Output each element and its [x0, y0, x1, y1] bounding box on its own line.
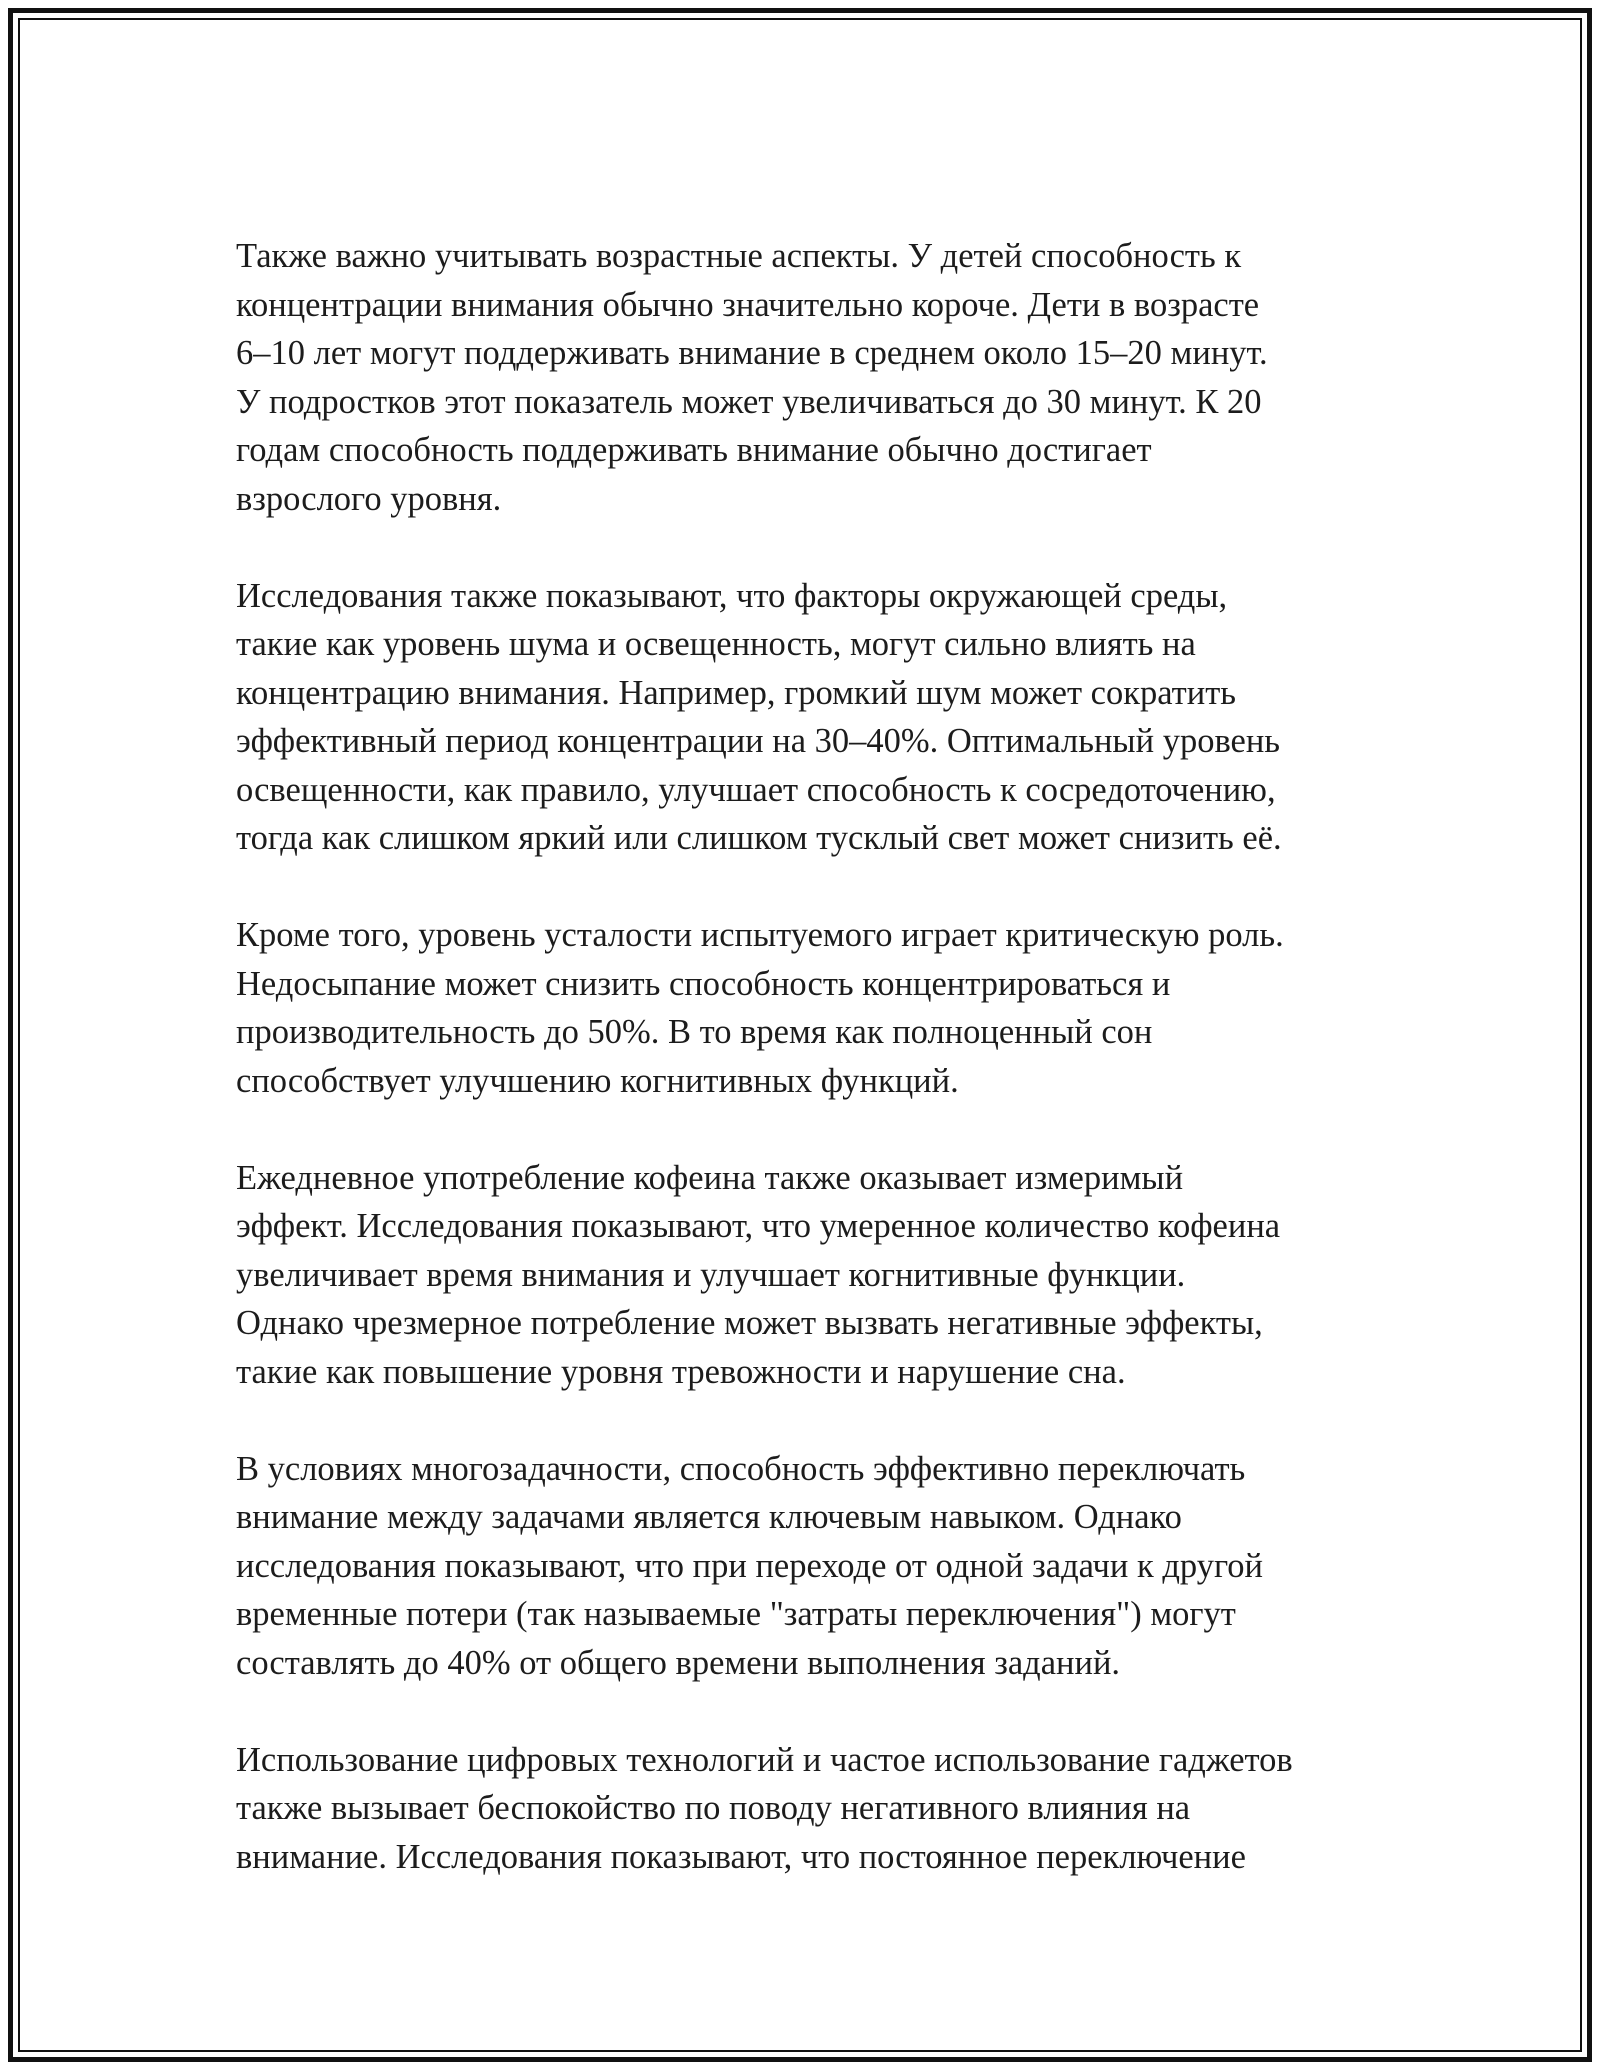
text-line: взрослого уровня.: [236, 479, 502, 518]
text-line: также вызывает беспокойство по поводу негативного влияния на: [236, 1789, 1191, 1827]
text-line: концентрацию внимания. Например, громкий шум может сократить: [236, 673, 1237, 712]
text-line: освещенности, как правило, улучшает способность к сосредоточению,: [236, 770, 1276, 809]
text-line: внимание между задачами является ключевым навыком. Однако: [236, 1498, 1182, 1536]
text-line: Кроме того, уровень усталости испытуемого играет критическую роль.: [236, 916, 1284, 954]
text-line: временные потери (так называемые "затраты переключения") могут: [236, 1595, 1236, 1633]
document-body: [236, 232, 1386, 1930]
text-line: концентрации внимания обычно значительно короче. Дети в возрасте: [236, 285, 1260, 324]
text-line: Исследования также показывают, что факторы окружающей среды,: [236, 576, 1228, 615]
paragraph-fatigue: [236, 911, 1386, 1105]
text-line: такие как повышение уровня тревожности и нарушение сна.: [236, 1352, 1126, 1391]
paragraph-environment: [236, 572, 1386, 863]
text-line: эффективный период концентрации на 30–40%. Оптимальный уровень: [236, 722, 1281, 760]
text-line: такие как уровень шума и освещенность, могут сильно влиять на: [236, 625, 1196, 663]
text-line: Ежедневное употребление кофеина также оказывает измеримый: [236, 1158, 1184, 1197]
text-line: внимание. Исследования показывают, что постоянное переключение: [236, 1837, 1246, 1876]
text-line: Недосыпание может снизить способность концентрироваться и: [236, 964, 1171, 1003]
text-line: производительность до 50%. В то время как полноценный сон: [236, 1013, 1153, 1051]
text-line: исследования показывают, что при переходе от одной задачи к другой: [236, 1546, 1263, 1585]
text-line: Также важно учитывать возрастные аспекты. У детей способность к: [236, 237, 1242, 275]
text-line: Однако чрезмерное потребление может вызвать негативные эффекты,: [236, 1304, 1263, 1342]
text-line: У подростков этот показатель может увеличиваться до 30 минут. К 20: [236, 382, 1262, 421]
paragraph-caffeine: [236, 1154, 1386, 1397]
text-line: 6–10 лет могут поддерживать внимание в среднем около 15–20 минут.: [236, 334, 1268, 372]
text-line: составлять до 40% от общего времени выполнения заданий.: [236, 1643, 1121, 1682]
text-line: годам способность поддерживать внимание обычно достигает: [236, 431, 1152, 469]
text-line: эффект. Исследования показывают, что умеренное количество кофеина: [236, 1207, 1281, 1245]
text-line: тогда как слишком яркий или слишком тусклый свет может снизить её.: [236, 819, 1282, 857]
text-line: способствует улучшению когнитивных функций.: [236, 1061, 959, 1100]
paragraph-multitasking: [236, 1445, 1386, 1688]
paragraph-age-aspects: [236, 232, 1386, 523]
paragraph-digital-technology: [236, 1736, 1386, 1882]
text-line: В условиях многозадачности, способность эффективно переключать: [236, 1449, 1246, 1488]
text-line: Использование цифровых технологий и частое использование гаджетов: [236, 1740, 1293, 1779]
text-line: увеличивает время внимания и улучшает когнитивные функции.: [236, 1255, 1186, 1294]
